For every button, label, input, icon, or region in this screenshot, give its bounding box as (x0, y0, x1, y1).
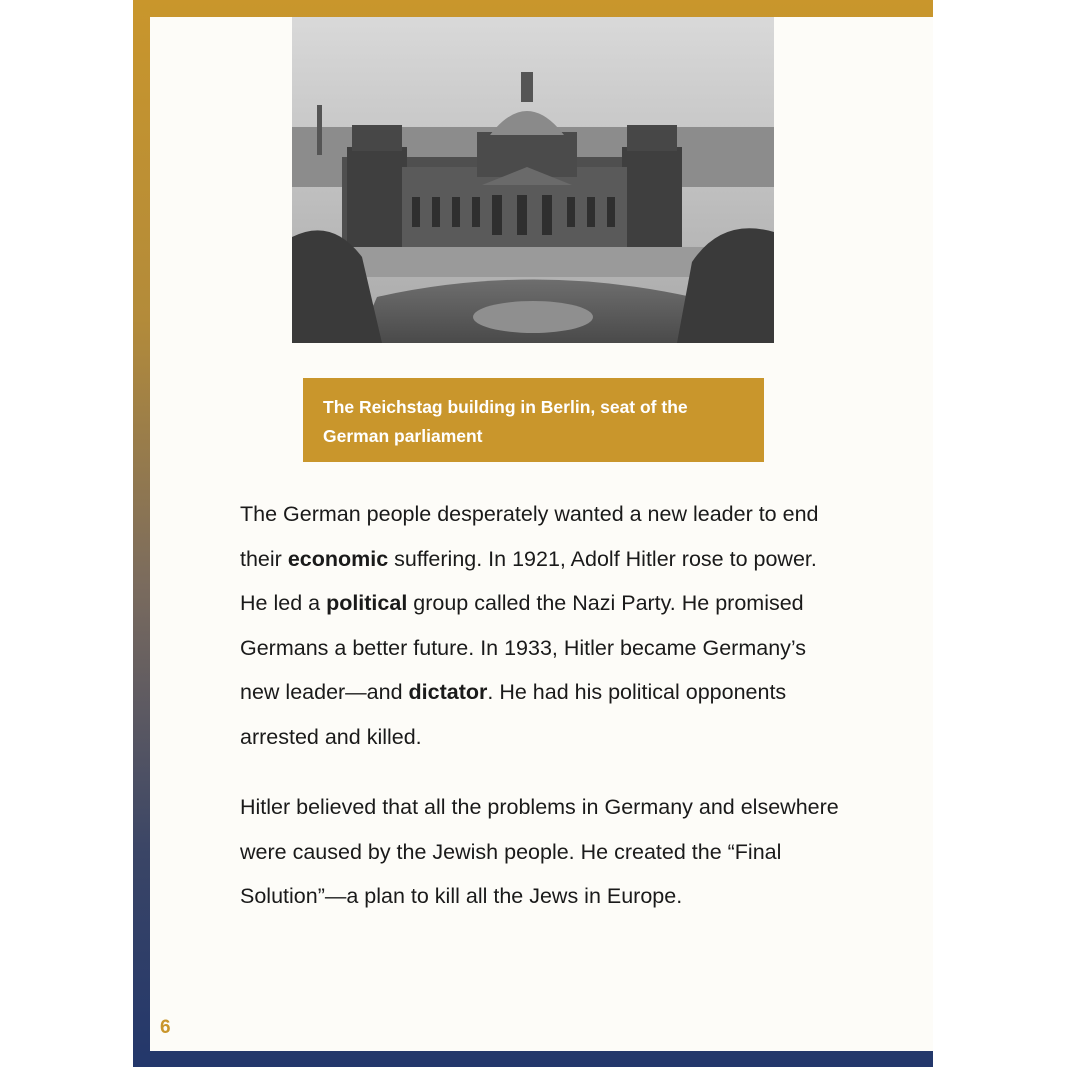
vocab-word-political: political (326, 591, 408, 615)
paragraph-1-text: suffering. In 1921, Adolf Hitler rose to power. He led a (240, 546, 817, 615)
caption-text: The Reichstag building in Berlin, seat of the German parliament (323, 397, 688, 446)
vocab-word-economic: economic (287, 546, 389, 571)
page-number: 6 (160, 1017, 171, 1038)
paragraph-2: Hitler believed that all the problems in Germany and elsewhere were caused by the Jewish people. He created the “Final Solution”—a plan to kill all the Jews in Europe. (240, 795, 839, 908)
body-text (240, 492, 840, 945)
paragraph-1-text: group called the Nazi Party. He promised Germans a better future. In 1933, Hitler became Germany’s new leader—and (240, 591, 807, 704)
photo-caption (303, 378, 764, 462)
paragraph-1-text: The German people desperately wanted a new leader to end their (240, 502, 819, 571)
reichstag-photo (292, 17, 774, 343)
paragraph-1-text: . He had his political opponents arrested and killed. (240, 680, 787, 749)
paragraph-1 (240, 492, 840, 759)
vocab-word-dictator: dictator (408, 680, 488, 704)
